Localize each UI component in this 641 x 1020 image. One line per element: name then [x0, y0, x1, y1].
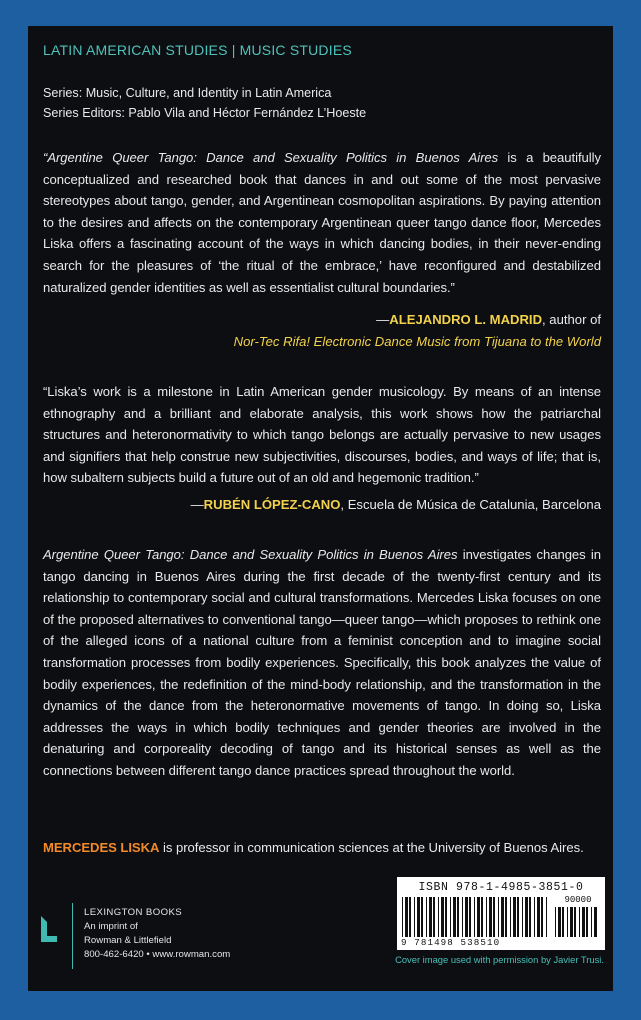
barcode-bar — [498, 897, 499, 937]
author-name: MERCEDES LISKA — [43, 840, 160, 855]
endorser-book — [234, 331, 601, 353]
barcode-bar — [582, 907, 585, 937]
endorsement-madrid — [43, 147, 601, 298]
barcode-bar — [481, 897, 483, 937]
lexington-logo-icon — [41, 916, 57, 942]
barcode-bar — [421, 897, 423, 937]
attribution-dash: — — [190, 497, 204, 512]
barcode-bar — [426, 897, 427, 937]
barcode-bar — [591, 907, 592, 937]
barcode-bar — [462, 897, 463, 937]
barcode-addon-bars — [555, 907, 601, 937]
barcode-bar — [529, 897, 531, 937]
barcode-bar — [486, 897, 487, 937]
barcode-addon-number: 90000 — [564, 895, 592, 905]
barcode-bar — [465, 897, 468, 937]
barcode-bar — [474, 897, 475, 937]
endorsement-text: is a beautifully conceptualized and researched book that dances in and out some of the most pervasive stereotypes about tango, gender, and Argentinean cosmopolitan aspirations. By paying attention to the desires and affects on the contemporary Argentinean queer tango dance floor, Mercedes Liska offers a fascinating account of the ways in which dancing bodies, in their never-ending search for the pleasures of ‘the ritual of the embrace,’ have reconfigured and destabilized naturalized gender identities as well as essentialist cultural boundaries.” — [43, 150, 601, 295]
barcode-bar — [429, 897, 432, 937]
barcode-bar — [555, 907, 556, 937]
barcode-bar — [522, 897, 523, 937]
barcode-bar — [558, 907, 561, 937]
barcode-bar — [513, 897, 516, 937]
bio-text: is professor in communication sciences at the University of Buenos Aires. — [159, 840, 584, 855]
barcode-bar — [469, 897, 471, 937]
barcode-bar — [510, 897, 511, 937]
barcode-bar — [501, 897, 504, 937]
barcode-bar — [537, 897, 540, 937]
barcode-bar — [517, 897, 519, 937]
barcode-bar — [405, 897, 408, 937]
barcode-bar — [505, 897, 507, 937]
barcode-bar — [433, 897, 435, 937]
barcode-bar — [594, 907, 597, 937]
barcode-bar — [445, 897, 447, 937]
back-cover — [28, 26, 613, 991]
series-title: Series: Music, Culture, and Identity in Latin America — [43, 86, 332, 100]
series-editors: Series Editors: Pablo Vila and Héctor Fernández L’Hoeste — [43, 106, 367, 120]
endorser-book-title: Nor-Tec Rifa! Electronic Dance Music from Tijuana to the World — [233, 334, 601, 349]
barcode-bar — [441, 897, 444, 937]
barcode-bar — [562, 907, 564, 937]
cover-image-credit: Cover image used with permission by Javier Trusi. — [395, 954, 604, 965]
barcode-bar — [567, 907, 568, 937]
endorsement-text: “Liska’s work is a milestone in Latin American gender musicology. By means of an intense ethnography and a brilliant and elaborate analysis, this work shows how the patriarchal structures and heteronormativity to which tango belongs are actually pervasive to new usages and signifiers that help construe new subjectivities, discourses, bodies, and ways of life; that is, how subaltern subjects build a future out of an old and hegemonic tradition.” — [43, 384, 601, 486]
publisher-info — [84, 906, 230, 962]
barcode-bar — [477, 897, 480, 937]
endorsement-attribution — [191, 494, 601, 516]
barcode-bar — [457, 897, 459, 937]
book-title-ref: Argentine Queer Tango: Dance and Sexuality Politics in Buenos Aires — [47, 150, 499, 165]
barcode-bar — [541, 897, 543, 937]
quote-open: “ — [43, 150, 48, 165]
series-info — [43, 83, 366, 123]
isbn-number: ISBN 978-1-4985-3851-0 — [418, 881, 584, 894]
barcode-bar — [579, 907, 580, 937]
endorser-name: ALEJANDRO L. MADRID — [389, 312, 543, 327]
attribution-dash: — — [376, 312, 390, 327]
barcode-bar — [574, 907, 576, 937]
endorser-affiliation: , Escuela de Música de Catalunia, Barcelona — [340, 497, 601, 512]
barcode-bar — [402, 897, 403, 937]
endorsement-attribution — [376, 309, 601, 331]
barcode-bar — [493, 897, 495, 937]
barcode-bar — [586, 907, 588, 937]
barcode-digits: 9 781498 538510 — [401, 937, 501, 948]
barcode-bars — [402, 897, 552, 937]
publisher-imprint: An imprint of — [84, 921, 138, 932]
book-description — [43, 544, 601, 782]
barcode-bar — [534, 897, 535, 937]
endorsement-lopez-cano — [43, 381, 601, 489]
logo-shape — [41, 916, 57, 942]
barcode-bar — [417, 897, 420, 937]
description-text: investigates changes in tango dancing in Buenos Aires during the first decade of the twenty-first century and its relationship to contemporary social and cultural transformations. Mercedes Liska focuses on one of the proposed alternatives to conventional tango—queer tango—which proposes to rethink one of the alleged icons of a national culture from a feminist conception and to imagine social transformation processes from bodily experiences. Specifically, this book analyzes the value of bodily experiences, the redefinition of the mind-body relationship, and the transformation in the dynamics of the dance from the heteronormative movements of tango. In doing so, Liska addresses the ways in which bodily techniques and gender theories are involved in the denaturing and corporeality decoding of tango and its historical senses as well as the connections between different tango dance practices spread throughout the world. — [43, 547, 601, 778]
barcode-bar — [438, 897, 439, 937]
publisher-parent: Rowman & Littlefield — [84, 935, 172, 946]
barcode-bar — [414, 897, 415, 937]
subject-categories: LATIN AMERICAN STUDIES | MUSIC STUDIES — [43, 42, 352, 58]
barcode-bar — [453, 897, 456, 937]
isbn-barcode — [397, 877, 605, 950]
publisher-name: LEXINGTON BOOKS — [84, 907, 183, 918]
barcode-bar — [409, 897, 411, 937]
publisher-contact: 800-462-6420 • www.rowman.com — [84, 949, 231, 960]
barcode-bar — [525, 897, 528, 937]
endorser-name: RUBÉN LÓPEZ-CANO — [203, 497, 341, 512]
barcode-bar — [546, 897, 547, 937]
barcode-bar — [489, 897, 492, 937]
author-bio — [43, 837, 601, 859]
barcode-bar — [570, 907, 573, 937]
book-title-ref: Argentine Queer Tango: Dance and Sexuality Politics in Buenos Aires — [43, 547, 458, 562]
barcode-bar — [450, 897, 451, 937]
publisher-divider — [72, 903, 73, 969]
endorser-role: , author of — [542, 312, 601, 327]
